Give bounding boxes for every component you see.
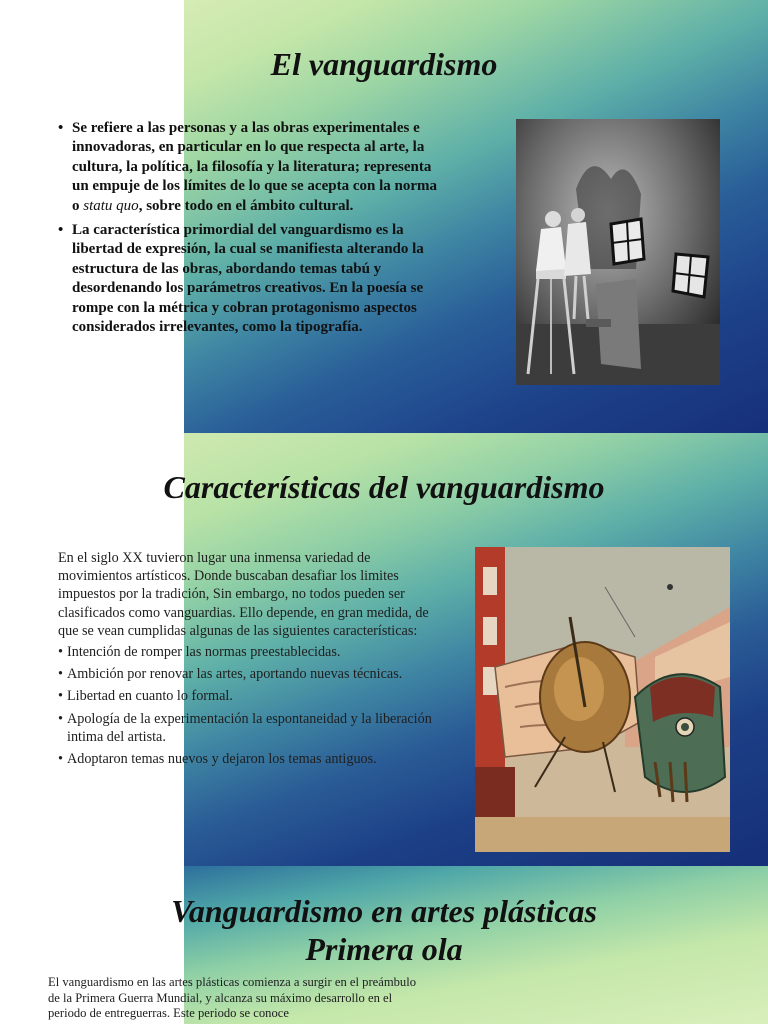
theater-photo: [516, 119, 720, 385]
slide-el-vanguardismo: [0, 0, 768, 433]
characteristics-list: [58, 643, 448, 768]
bullet-icon: •: [58, 751, 63, 768]
list-item: • Adoptaron temas nuevos y dejaron los temas antiguos.: [58, 751, 377, 768]
slide-title: [0, 892, 768, 968]
bullet-list: [58, 119, 448, 342]
slide-title: Características del vanguardismo: [163, 469, 605, 505]
slide-artes-plasticas: [0, 866, 768, 1024]
bullet-italic-text: statu quo: [83, 197, 139, 214]
bullet-item: [58, 221, 448, 337]
slide-caracteristicas: [0, 433, 768, 866]
list-item: • Ambición por renovar las artes, aportando nuevas técnicas.: [58, 666, 403, 683]
bullet-icon: •: [58, 644, 63, 661]
bullet-icon: •: [58, 120, 64, 136]
list-item: • Intención de romper las normas preestablecidas.: [58, 644, 341, 661]
bullet-item: [58, 119, 448, 216]
bullet-icon: •: [58, 710, 63, 727]
slide-body: El vanguardismo en las artes plásticas comienza a surgir en el preámbulo de la Primera Guerra Mundial, y alcanza su máximo desarrollo en el periodo de entreguerras. Este periodo se conoce: [48, 975, 417, 1020]
slide-title-line1: Vanguardismo en artes plásticas: [171, 893, 597, 929]
bullet-text: Se refiere a las personas y a las obras experimentales e innovadoras, en particular en lo que respecta al arte, la cultura, la política, la filosofía y la literatura; representa un empuje de los límites de lo que se acepta con la norma o: [72, 120, 437, 214]
slide-title-line2: Primera ola: [305, 931, 463, 967]
bullet-icon: •: [58, 222, 64, 239]
bullet-text: La característica primordial del vanguardismo es la libertad de expresión, la cual se manifiesta alterando la estructura de las obras, abordando temas tabú y desordenando los parámetros creativos. En la poesía se rompe con la métrica y cobran protagonismo aspectos considerados irrelevantes, como la tipografía.: [72, 222, 424, 336]
list-item: • Apología de la experimentación la espontaneidad y la liberación intima del artista.: [58, 710, 432, 745]
bullet-icon: •: [58, 666, 63, 683]
list-item: • Libertad en cuanto lo formal.: [58, 688, 233, 705]
bullet-text-end: , sobre todo en el ámbito cultural.: [138, 197, 354, 214]
intro-paragraph: En el siglo XX tuvieron lugar una inmensa variedad de movimientos artísticos. Donde buscaban desafiar los limites impuestos por la tradición, Sin embargo, no todos pueden ser clasificados como vanguardias. Ello depende, en gran medida, de que se vean cumplidas algunas de las siguientes características:: [58, 550, 429, 639]
bullet-icon: •: [58, 688, 63, 705]
surrealist-painting: [475, 547, 730, 852]
slide-body: [58, 549, 448, 772]
slide-title: El vanguardismo: [270, 46, 498, 82]
